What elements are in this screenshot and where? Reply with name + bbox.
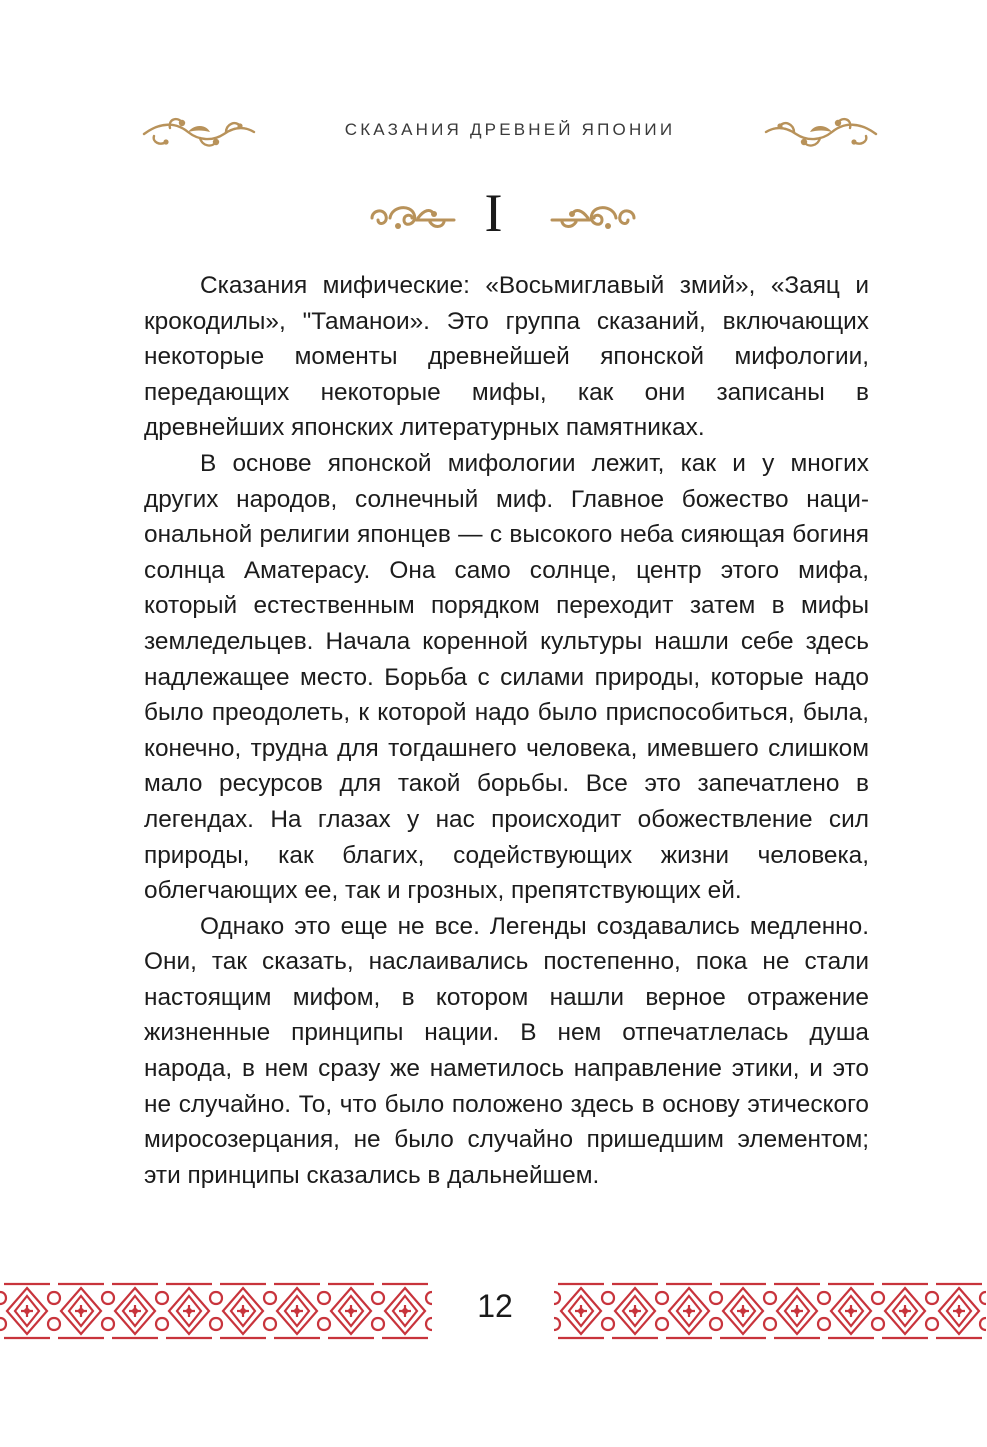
page-number: 12 (477, 1288, 513, 1324)
red-lattice-pattern-icon (554, 1280, 987, 1342)
page-footer (0, 1280, 987, 1342)
running-header (140, 112, 880, 156)
red-lattice-pattern-icon (0, 1280, 432, 1342)
paragraph-2: В основе японской мифологии лежит, как и у многих других народов, солнечный миф. Главное божество национальной религии японцев — с высокого неба сияющая богиня солнца Аматерасу. Она само солнце, центр этого мифа, который естественным порядком переходит затем в мифы земледельцев. Начала коренной культуры нашли себе здесь надлежащее место. Борьба с силами природы, которые надо было преодолеть, к которой надо было приспособиться, была, конечно, трудна для тогдашнего человека, имевшего слишком мало ресурсов для такой борьбы. Все это запечатлено в легендах. На глазах у нас происходит обожествление сил природы, как благих, содействующих жизни человека, облегчающих ее, так и грозных, препятствующих ей. (144, 449, 869, 905)
paragraph-1: Сказания мифические: «Восьмиглавый змий», «Заяц и крокодилы», "Таманои». Это группа сказаний, включающих некоторые моменты древнейшей японской мифологии, передающих некоторые мифы, как они записаны в древнейших японских литературных памятниках. (144, 272, 869, 442)
gold-swirl-ornament-icon (548, 196, 638, 236)
paragraph-3: Однако это еще не все. Легенды создавались медленно. Они, так сказать, наслаивались постепенно, пока не стали настоящим мифом, в котором нашли верное отражение жизненные принципы нации. В нем отпечатлелась душа народа, в нем сразу же наметилось направление этики, и это не случайно. То, что было положено здесь в основу этического миросозерцания, не было случайно пришедшим элементом; эти принципы сказались в дальнейшем. (144, 912, 869, 1189)
running-title: СКАЗАНИЯ ДРЕВНЕЙ ЯПОНИИ (344, 120, 676, 139)
chapter-heading (0, 183, 987, 248)
chapter-number: I (484, 183, 503, 243)
body-text (144, 268, 869, 1193)
gold-scroll-ornament-icon (762, 112, 880, 154)
